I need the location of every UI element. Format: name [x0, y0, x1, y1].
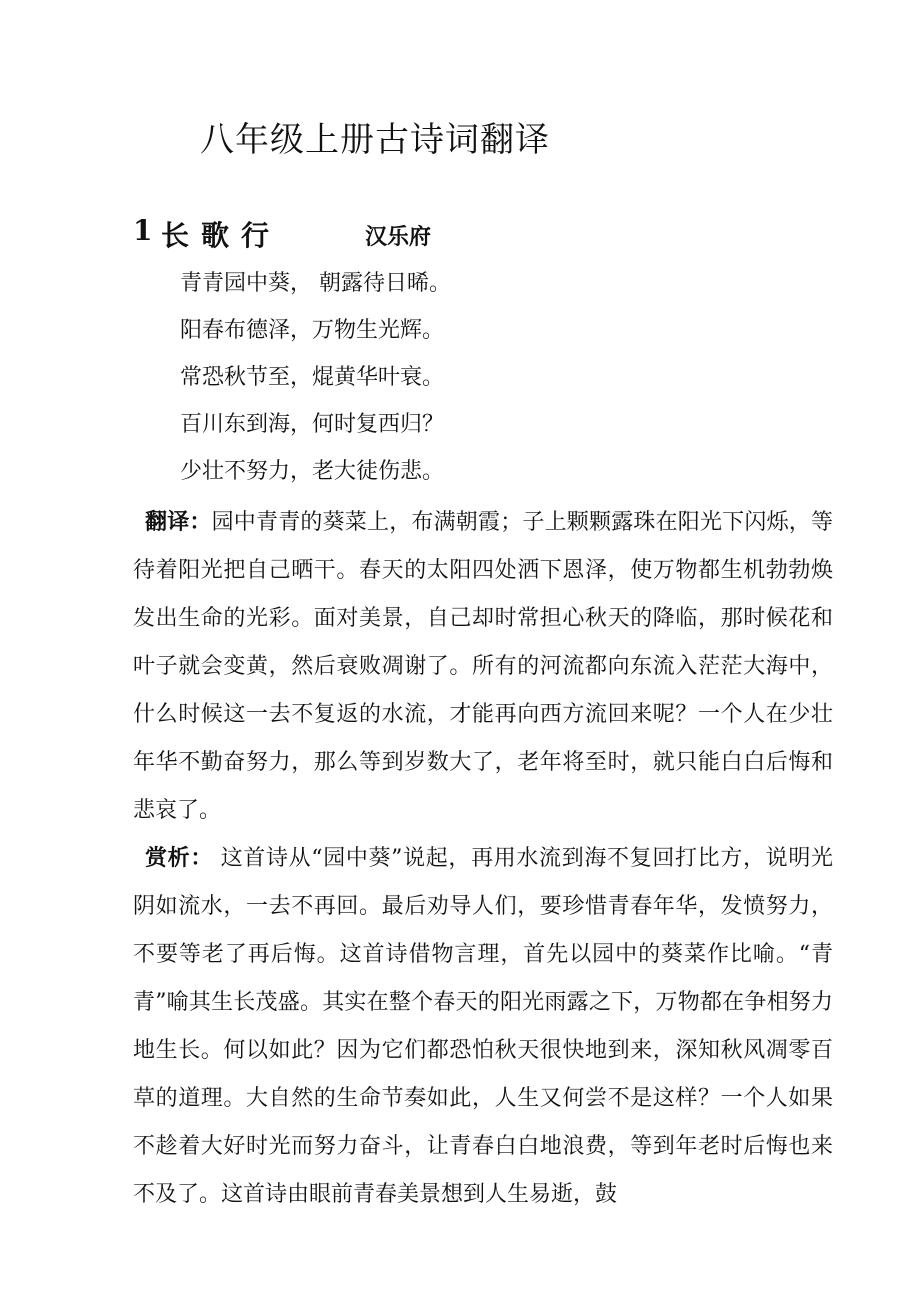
translation-label: 翻译：	[145, 509, 212, 535]
poem-line: 青青园中葵， 朝露待日晞。	[180, 271, 451, 296]
appreciation-label: 赏析：	[145, 845, 213, 871]
poem-title: 长歌行	[161, 219, 282, 252]
translation-paragraph	[133, 498, 833, 835]
appreciation-paragraph	[133, 834, 833, 1219]
poem-body	[180, 260, 451, 495]
poem-number: 1	[133, 214, 153, 247]
poem-line: 常恐秋节至，焜黄华叶衰。	[180, 365, 445, 390]
poem-author: 汉乐府	[365, 224, 432, 250]
poem-line: 百川东到海，何时复西归？	[180, 412, 445, 437]
translation-text: 园中青青的葵菜上，布满朝霞；子上颗颗露珠在阳光下闪烁，等待着阳光把自己晒干。春天的太阳四处洒下恩泽，使万物都生机勃勃焕发出生命的光彩。面对美景，自己却时常担心秋天的降临，那时候花和叶子就会变黄，然后衰败凋谢了。所有的河流都向东流入茫茫大海中，什么时候这一去不复返的水流，才能再向西方流回来呢？一个人在少壮年华不勤奋努力，那么等到岁数大了，老年将至时，就只能白白后悔和悲哀了。	[133, 510, 833, 823]
appreciation-text: 这首诗从“园中葵”说起，再用水流到海不复回打比方，说明光阴如流水，一去不再回。最后劝导人们，要珍惜青春年华，发愤努力，不要等老了再后悔。这首诗借物言理，首先以园中的葵菜作比喻。“青青”喻其生长茂盛。其实在整个春天的阳光雨露之下，万物都在争相努力地生长。何以如此？因为它们都恐怕秋天很快地到来，深知秋风凋零百草的道理。大自然的生命节奏如此，人生又何尝不是这样？一个人如果不趁着大好时光而努力奋斗，让青春白白地浪费，等到年老时后悔也来不及了。这首诗由眼前青春美景想到人生易逝，鼓	[133, 846, 833, 1207]
document-title: 八年级上册古诗词翻译	[200, 120, 550, 160]
poem-line: 阳春布德泽，万物生光辉。	[180, 318, 445, 343]
poem-line: 少壮不努力，老大徒伤悲。	[180, 459, 445, 484]
